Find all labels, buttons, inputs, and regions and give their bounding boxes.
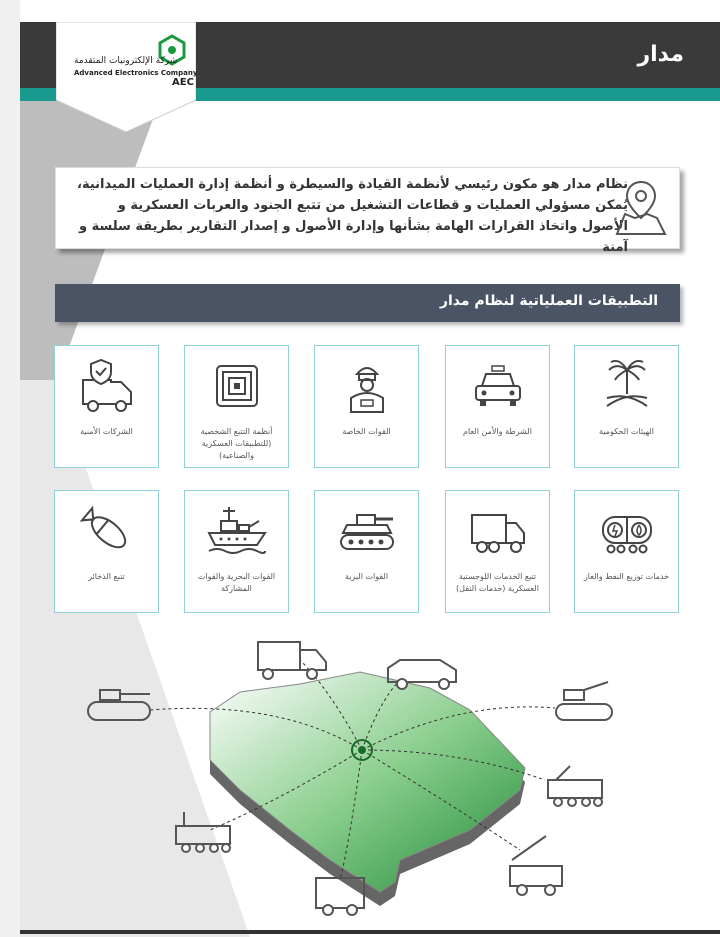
card-oil-gas[interactable] bbox=[574, 490, 679, 613]
humvee-icon bbox=[388, 660, 456, 689]
artillery-icon bbox=[556, 682, 612, 720]
card-personal-tracking[interactable] bbox=[184, 345, 289, 468]
map-pin-icon bbox=[613, 178, 669, 238]
card-label: أنظمة التتبع الشخصية (للتطبيقات العسكرية والصناعية) bbox=[200, 427, 273, 460]
missile-launcher-icon bbox=[548, 766, 602, 806]
company-abbr: AEC bbox=[172, 77, 194, 88]
palm-swords-icon bbox=[597, 356, 657, 416]
card-land-forces[interactable] bbox=[314, 490, 419, 613]
card-label: الهيئات الحكومية bbox=[598, 427, 655, 436]
warship-icon bbox=[207, 501, 267, 561]
bottom-border bbox=[20, 930, 720, 934]
intro-text: نظام مدار هو مكون رئيسي لأنظمة القيادة والسيطرة و أنظمة إدارة العمليات الميدانية، يُمكن مسؤولي العمليات و قطاعات التشغيل من تتبع الجنود والعربات العسكرية و الأصول واتخاذ القرارات الهامة بشأنها وإدارة الأصول و إصدار التقارير بطريقة سلسة و آمنة bbox=[77, 177, 628, 255]
tank-icon bbox=[88, 690, 150, 720]
card-munitions[interactable] bbox=[54, 490, 159, 613]
card-label: القوات الخاصة bbox=[342, 427, 391, 436]
section-title: التطبيقات العملياتية لنظام مدار bbox=[439, 293, 658, 309]
card-label: القوات البرية bbox=[344, 572, 389, 581]
bomb-icon bbox=[77, 501, 137, 561]
armored-vehicle-icon bbox=[176, 812, 230, 852]
card-label: القوات البحرية والقوات المشاركة bbox=[197, 572, 276, 593]
soldier-icon bbox=[337, 356, 397, 416]
intro-box bbox=[55, 167, 680, 255]
truck-icon bbox=[258, 642, 326, 679]
card-naval-forces[interactable] bbox=[184, 490, 289, 613]
card-label: خدمات توزيع النفط والغاز bbox=[583, 572, 670, 581]
saudi-map-illustration bbox=[0, 620, 720, 930]
card-government[interactable] bbox=[574, 345, 679, 468]
truck-icon bbox=[468, 501, 528, 561]
page-title: مدار bbox=[637, 42, 684, 67]
card-label: تتبع الخدمات اللوجستية العسكرية (خدمات النقل) bbox=[456, 572, 539, 593]
card-logistics[interactable] bbox=[445, 490, 550, 613]
card-security-companies[interactable] bbox=[54, 345, 159, 468]
card-label: تتبع الذخائر bbox=[88, 572, 125, 581]
rocket-truck-icon bbox=[510, 836, 562, 895]
company-name-arabic: شركة الإلكترونيات المتقدمة bbox=[74, 56, 178, 66]
tracking-chip-icon bbox=[207, 356, 267, 416]
card-police[interactable] bbox=[445, 345, 550, 468]
security-van-icon bbox=[77, 356, 137, 416]
card-label: الشرطة والأمن العام bbox=[463, 427, 532, 436]
police-car-icon bbox=[468, 356, 528, 416]
section-banner bbox=[55, 284, 680, 322]
card-label: الشركات الأمنية bbox=[80, 427, 133, 436]
oil-tanker-icon bbox=[597, 501, 657, 561]
company-name-english: Advanced Electronics Company bbox=[74, 69, 198, 77]
card-special-forces[interactable] bbox=[314, 345, 419, 468]
tank-icon bbox=[337, 501, 397, 561]
